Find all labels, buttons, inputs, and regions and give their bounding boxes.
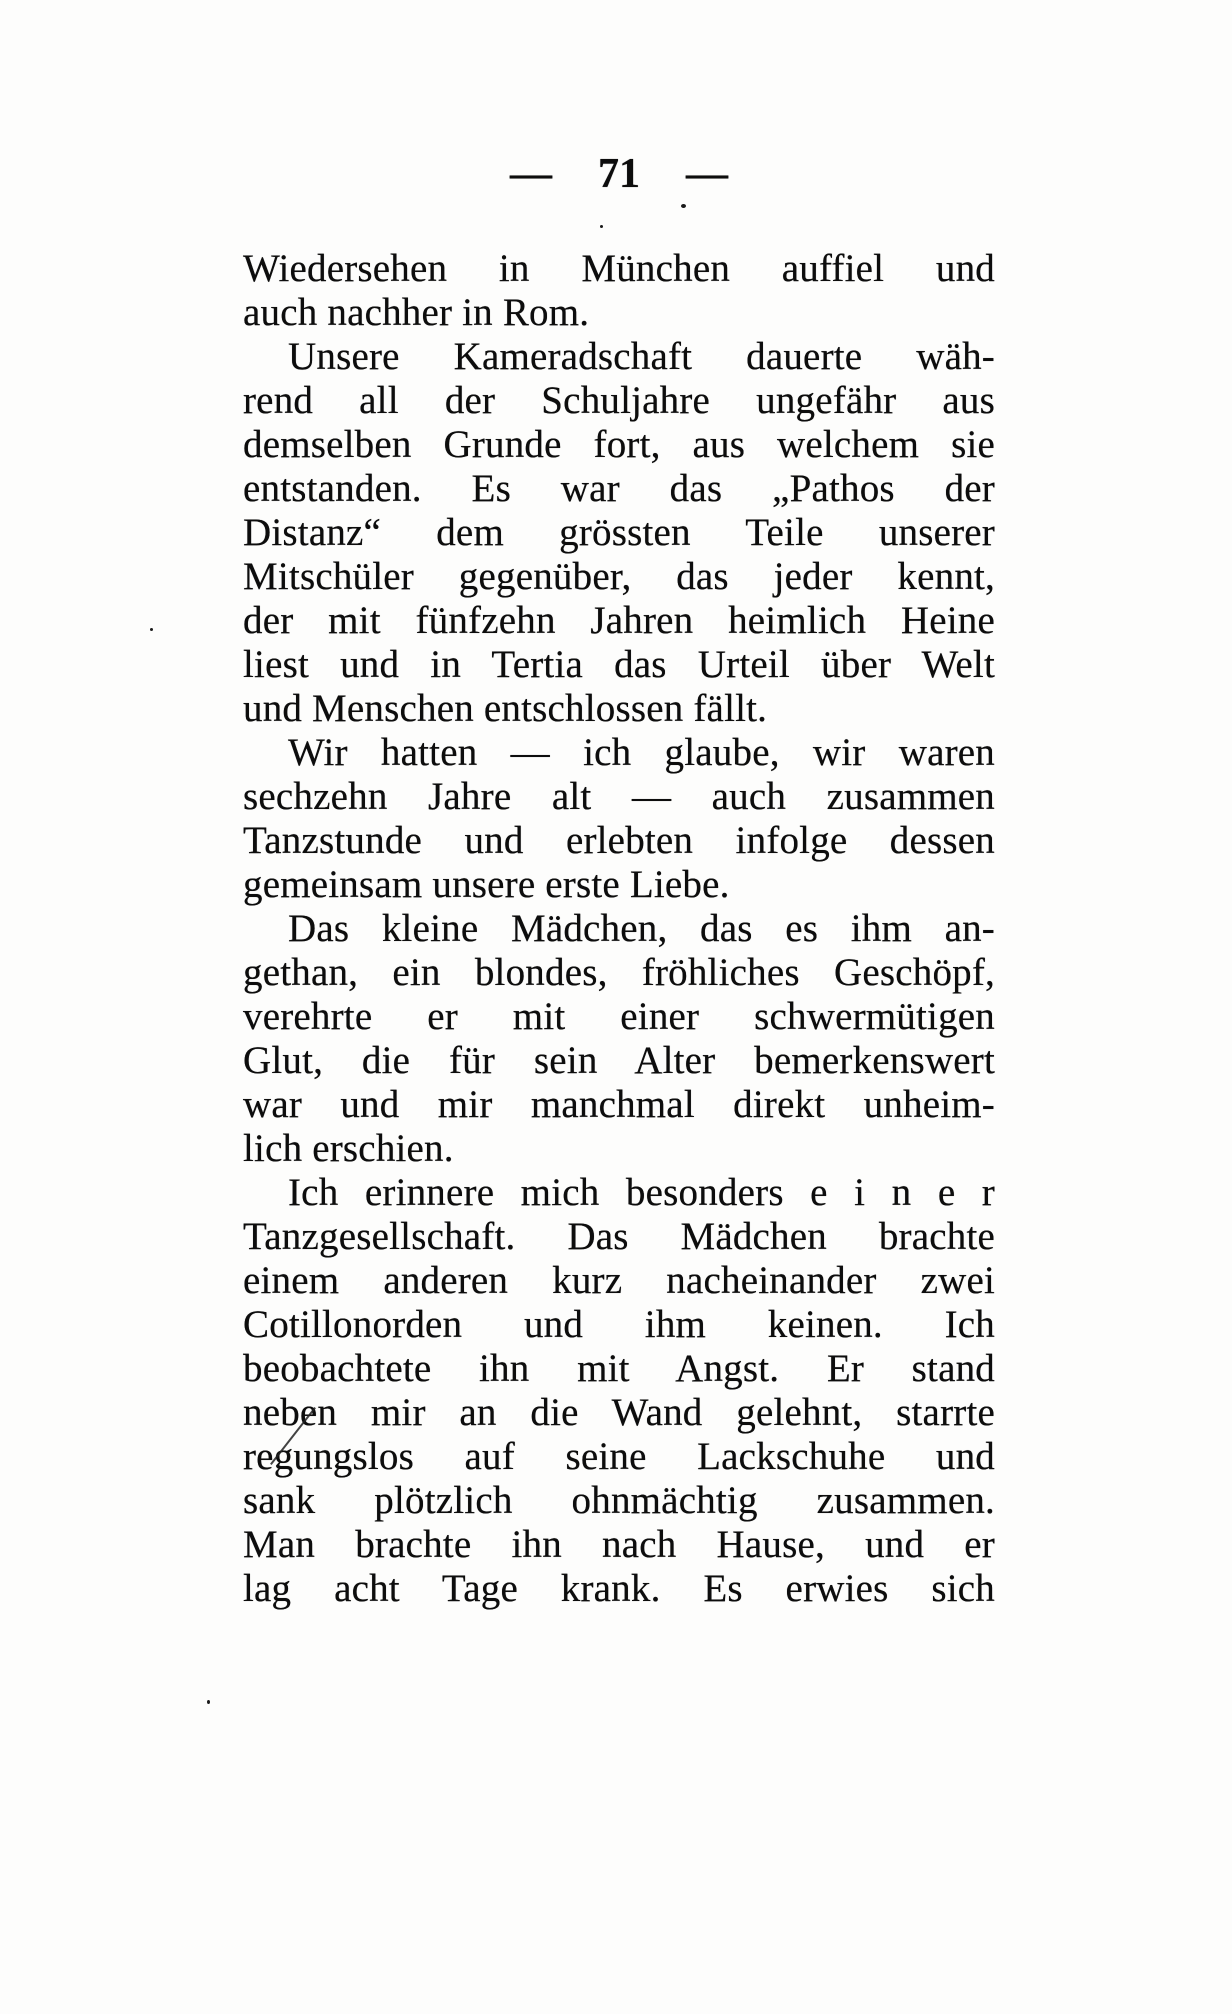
text-line: Tanzgesellschaft. Das Mädchen brachte (243, 1215, 995, 1258)
text-line: Cotillonorden und ihm keinen. Ich (243, 1303, 995, 1346)
text-line: der mit fünfzehn Jahren heimlich Heine (243, 599, 995, 642)
text-line: gethan, ein blondes, fröhliches Geschöpf, (243, 951, 995, 994)
page-text (243, 247, 995, 1611)
text-line: Wiedersehen in München auffiel und (243, 247, 995, 290)
scan-speck (600, 225, 603, 228)
text-line: lich erschien. (243, 1127, 454, 1170)
text-line: demselben Grunde fort, aus welchem sie (243, 423, 995, 466)
text-line: neben mir an die Wand gelehnt, starrte (243, 1391, 995, 1434)
text-line: verehrte er mit einer schwermütigen (243, 995, 995, 1038)
text-line: und Menschen entschlossen fällt. (243, 687, 768, 730)
text-line: Tanzstunde und erlebten infolge dessen (243, 819, 995, 862)
text-line: Distanz“ dem grössten Teile unserer (243, 511, 995, 554)
text-line: Wir hatten — ich glaube, wir waren (288, 731, 995, 774)
text-line: regungslos auf seine Lackschuhe und (243, 1435, 995, 1478)
text-line: Ich erinnere mich besonders e i n e r (288, 1171, 995, 1214)
text-line: Unsere Kameradschaft dauerte wäh- (288, 335, 995, 378)
text-line: lag acht Tage krank. Es erwies sich (243, 1567, 995, 1610)
text-line: war und mir manchmal direkt unheim- (243, 1083, 995, 1126)
text-line: sechzehn Jahre alt — auch zusammen (243, 775, 995, 818)
page-number: 71 (598, 151, 640, 197)
scan-speck (681, 204, 686, 208)
text-line: auch nachher in Rom. (243, 291, 590, 334)
page-number-header (243, 150, 995, 198)
text-line: Das kleine Mädchen, das es ihm an- (288, 907, 995, 950)
text-line: entstanden. Es war das „Pathos der (243, 467, 995, 510)
header-dash-left: — (510, 151, 552, 197)
text-line: gemeinsam unsere erste Liebe. (243, 863, 730, 906)
text-line: sank plötzlich ohnmächtig zusammen. (243, 1479, 995, 1522)
text-line: liest und in Tertia das Urteil über Welt (243, 643, 995, 686)
scan-speck (150, 628, 153, 631)
text-line: rend all der Schuljahre ungefähr aus (243, 379, 995, 422)
text-line: Glut, die für sein Alter bemerkenswert (243, 1039, 995, 1082)
text-line: Man brachte ihn nach Hause, und er (243, 1523, 995, 1566)
text-line: Mitschüler gegenüber, das jeder kennt, (243, 555, 995, 598)
text-line: einem anderen kurz nacheinander zwei (243, 1259, 995, 1302)
text-line: beobachtete ihn mit Angst. Er stand (243, 1347, 995, 1390)
header-dash-right: — (686, 151, 728, 197)
scan-speck (207, 1700, 210, 1704)
